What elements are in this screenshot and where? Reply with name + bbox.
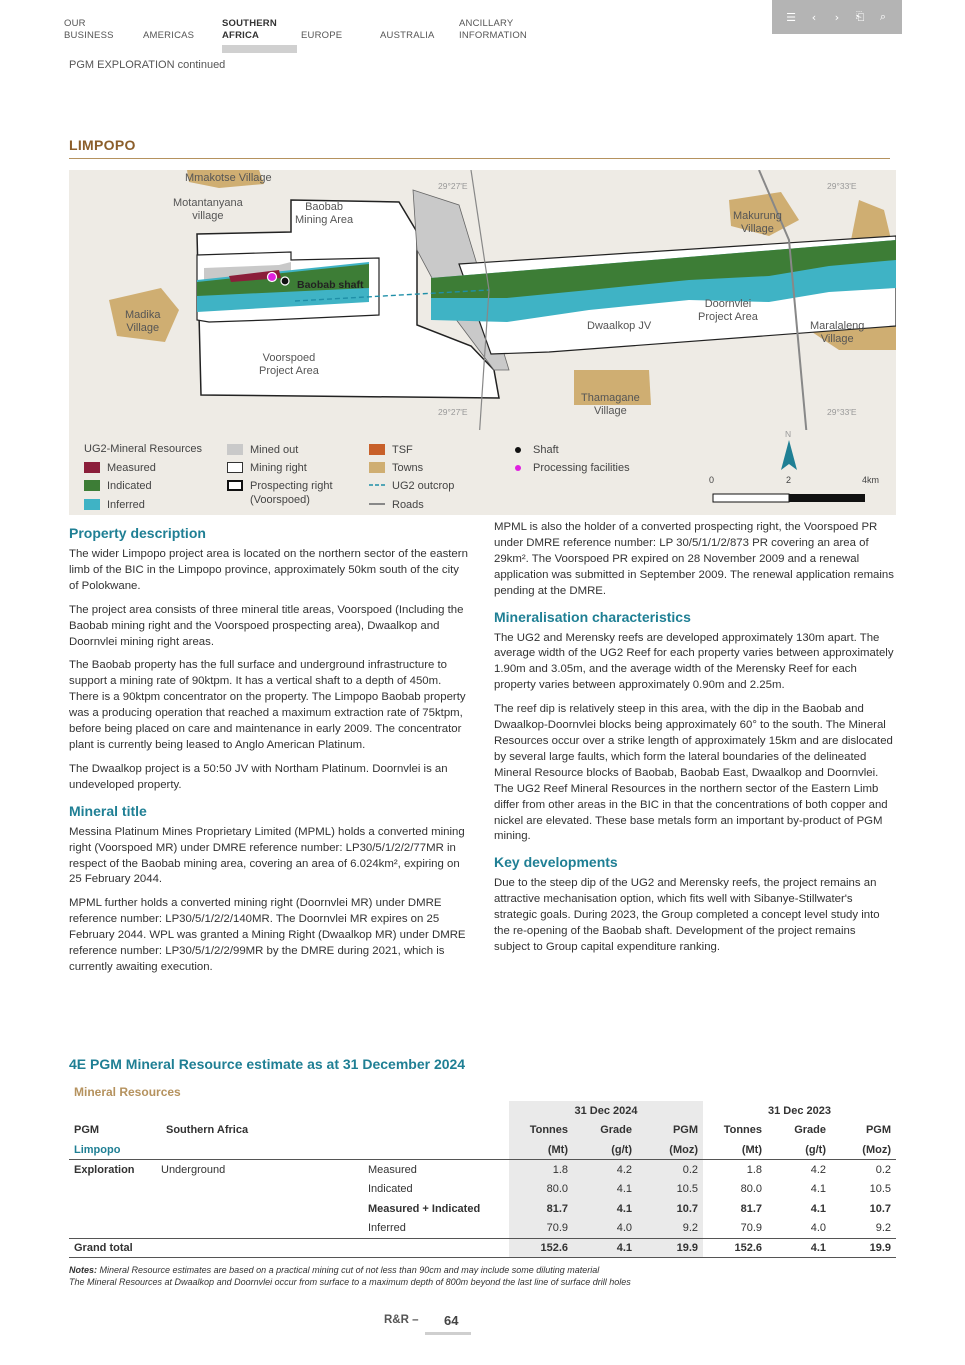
cell: 70.9 [509, 1219, 573, 1239]
search-icon[interactable]: ⌕ [879, 10, 887, 23]
heading-mineral-title: Mineral title [69, 802, 147, 819]
cell: 81.7 [509, 1199, 573, 1219]
legend-measured: Measured [84, 461, 156, 475]
legend-title: UG2-Mineral Resources [84, 443, 202, 455]
table-row [69, 1160, 896, 1180]
col-header-pgm-2024: PGM [637, 1121, 703, 1141]
table-row [69, 1199, 896, 1219]
cell: Measured [368, 1163, 417, 1176]
cell: 10.5 [869, 1183, 891, 1196]
nav-australia[interactable]: AUSTRALIA [380, 30, 435, 41]
table-row-grand-total [69, 1238, 896, 1258]
nav-europe[interactable]: EUROPE [301, 30, 343, 41]
label-doornvlei: Doornvlei Project Area [698, 298, 758, 323]
tsf-swatch [369, 444, 385, 455]
project-map [69, 170, 896, 515]
cell: 4.1 [573, 1238, 637, 1258]
cell: 4.1 [810, 1183, 826, 1196]
table-header-row-units [69, 1140, 896, 1160]
processing-facility-marker [268, 273, 277, 282]
cell: 9.2 [637, 1219, 703, 1239]
cell: 0.2 [875, 1163, 891, 1176]
left-column [69, 520, 469, 984]
paragraph: MPML is also the holder of a converted prospecting right, the Voorspoed PR under DMRE reference number: LP 30/5/1/1/2/873 PR covering an area of 29km². The Voorspoed PR expired on 28 November 2009 and a renewal application was submitted in September 2009. The renewal application remains pending at the DMRE. [494, 521, 894, 597]
cell: 10.5 [637, 1179, 703, 1199]
legend-tsf: TSF [369, 443, 413, 457]
legend-mining-right: Mining right [227, 461, 307, 475]
footer-label: R&R – [384, 1314, 419, 1326]
col-header-tonnes-2024: Tonnes [509, 1121, 573, 1141]
unit-tonnes-2023: (Mt) [703, 1140, 767, 1160]
table-subtitle: Mineral Resources [74, 1085, 181, 1099]
legend-ug2-outcrop: UG2 outcrop [369, 479, 454, 493]
roads-swatch [369, 498, 385, 509]
scale-4km: 4km [862, 475, 880, 485]
toolbar [772, 0, 902, 34]
col-header-grade-2023: Grade [794, 1124, 826, 1137]
menu-icon[interactable]: ☰ [786, 10, 796, 24]
cell: 81.7 [740, 1202, 762, 1215]
cell: 80.0 [509, 1179, 573, 1199]
paragraph: The UG2 and Merensky reefs are developed approximately 130m apart. The average width of the UG2 Reef for each property varies between approximately 1.90m and 3.05m, and the average width of the Merensky Reef for each property varies between approximately 0.90m and 2.25m. [494, 631, 894, 692]
cell: Exploration [74, 1163, 135, 1176]
scale-bar-white [713, 494, 789, 502]
label-thamagane: Thamagane Village [581, 392, 640, 417]
table-title: 4E PGM Mineral Resource estimate as at 31 December 2024 [69, 1056, 466, 1072]
cell: 4.1 [810, 1202, 826, 1215]
coord-33e-top: 29°33'E [827, 181, 857, 191]
legend-processing: Processing facilities [510, 461, 630, 475]
label-dwaalkop: Dwaalkop JV [587, 320, 652, 332]
nav-ancillary-information[interactable]: ANCILLARY INFORMATION [459, 18, 527, 41]
section-label: PGM EXPLORATION continued [69, 59, 226, 71]
page-title: LIMPOPO [69, 137, 136, 153]
paragraph: Due to the steep dip of the UG2 and Merensky reefs, the project remains an attractive mechanisation option, which fits well with Sibanye-Stillwater's strategic goals. During 2023, the Group completed a concept level study into the re-opening of the Baobab shaft. Development of the project remains subject to Group capital expenditure ranking. [494, 877, 880, 953]
nav-americas[interactable]: AMERICAS [143, 30, 195, 41]
legend-mined-out: Mined out [227, 443, 298, 457]
nav-our-business[interactable]: OUR BUSINESS [64, 18, 114, 41]
unit-grade-2023: (g/t) [767, 1140, 831, 1160]
table-notes: Notes: Mineral Resource estimates are based on a practical mining cut of not less than 90cm and may include some diluting material The Mineral Resources at Dwaalkop and Doornvlei occur from surface to a maximum depth of 800m beyond the last line of surface drill holes [69, 1265, 631, 1287]
cell: 152.6 [703, 1238, 767, 1258]
label-motantanyana: Motantanyana village [173, 197, 243, 222]
processing-dot [515, 465, 521, 471]
paragraph: The reef dip is relatively steep in this area, with the dip in the Baobab and Dwaalkop-Doornvlei blocks being approximately 60° to the south. The Mineral Resources occur over a strike length of approximately 15km and are dislocated by several large faults, which form the lateral boundaries of the delineated Mineral Resource blocks of Baobab, Baobab East, Dwaalkop and Doornvlei. The UG2 Reef Mineral Resources in the northern sector of the Eastern Limb differ from other areas in the BIC in that the concentrations of both copper and nickel are elevated. These base metals form an important by-product of PGM mining. [494, 703, 893, 843]
label-makurung: Makurung Village [733, 210, 782, 235]
heading-divider [69, 158, 890, 159]
coord-27e-top: 29°27'E [438, 181, 468, 191]
heading-key-developments: Key developments [494, 854, 618, 871]
sub-region-label: Limpopo [69, 1140, 509, 1160]
active-nav-indicator [222, 45, 297, 53]
right-column [494, 520, 894, 964]
cell: 4.2 [573, 1160, 637, 1180]
label-baobab-shaft: Baobab shaft [297, 279, 364, 291]
cell: 152.6 [509, 1238, 573, 1258]
cell: 19.9 [637, 1238, 703, 1258]
paragraph: MPML further holds a converted mining right (Doornvlei MR) under DMRE reference number: LP30/5/1/2/2/140MR. The Doornvlei MR expires on 25 February 2044. WPL was granted a Mining Right (Dwaalkop MR) under DMRE reference number: LP30/5/1/2/2/99MR by the DMRE during 2021, which is currently awaiting execution. [69, 897, 466, 973]
legend-inferred: Inferred [84, 498, 145, 512]
paragraph: The Dwaalkop project is a 50:50 JV with Northam Platinum. Doornvlei is an undeveloped property. [69, 762, 448, 791]
scale-bar-black [789, 494, 865, 502]
period-2024: 31 Dec 2024 [509, 1101, 703, 1121]
mineral-resource-table [69, 1101, 896, 1258]
cell: 80.0 [740, 1183, 762, 1196]
cell: 0.2 [637, 1160, 703, 1180]
unit-pgm-2023: (Moz) [831, 1140, 896, 1160]
col-header-pgm: PGM [74, 1124, 100, 1137]
coord-27e-bottom: 29°27'E [438, 407, 468, 417]
scale-2: 2 [786, 475, 792, 485]
col-header-pgm-2023: PGM [865, 1124, 891, 1137]
inferred-swatch [84, 499, 100, 510]
col-header-grade-2024: Grade [573, 1121, 637, 1141]
cell: 1.8 [509, 1160, 573, 1180]
label-mmakotse: Mmakotse Village [185, 172, 272, 184]
legend-shaft: Shaft [510, 443, 559, 457]
paragraph: The project area consists of three mineral title areas, Voorspoed (Including the Baobab mining right and the Voorspoed prospecting area), Dwaalkop and Doornvlei mining right areas. [69, 603, 464, 648]
cell: 4.1 [767, 1238, 831, 1258]
heading-mineralisation: Mineralisation characteristics [494, 608, 691, 625]
indicated-swatch [84, 480, 100, 491]
table-header-row-period [69, 1101, 896, 1121]
legend-prospecting-right: Prospecting right (Voorspoed) [227, 479, 333, 507]
measured-swatch [84, 462, 100, 473]
col-header-region: Southern Africa [166, 1124, 249, 1137]
scale-0: 0 [709, 475, 715, 485]
page-number: 64 [444, 1313, 459, 1328]
cell: 4.1 [573, 1199, 637, 1219]
cell: Grand total [69, 1238, 509, 1258]
paragraph: Messina Platinum Mines Proprietary Limited (MPML) holds a converted mining right (Voorspoed MR) under DMRE reference number: LP30/5/1/2/2/77MR in respect of the Baobab mining area, covering an area of 6.024km², expiring on 25 February 2044. [69, 825, 465, 886]
cell: Measured + Indicated [368, 1202, 481, 1215]
paragraph: The wider Limpopo project area is located on the northern sector of the eastern limb of the BIC in the Limpopo province, approximately 50km south of the city of Polokwane. [69, 548, 468, 592]
legend-indicated: Indicated [84, 479, 152, 493]
cell: Underground [161, 1163, 226, 1176]
cell: 4.0 [810, 1222, 826, 1235]
ug2-outcrop-swatch [369, 479, 385, 490]
cell: Indicated [368, 1183, 413, 1196]
chevron-left-icon[interactable]: ‹ [811, 10, 817, 24]
top-navigation [64, 18, 604, 54]
cell: 9.2 [875, 1222, 891, 1235]
back-page-icon[interactable]: ⎗ [855, 10, 865, 23]
unit-grade-2024: (g/t) [573, 1140, 637, 1160]
shaft-marker [281, 277, 289, 285]
cell: 1.8 [746, 1163, 762, 1176]
label-madika: Madika Village [125, 309, 161, 334]
prospecting-right-swatch [227, 480, 243, 491]
unit-tonnes-2024: (Mt) [509, 1140, 573, 1160]
cell: 19.9 [831, 1238, 896, 1258]
label-maralaleng: Maralaleng Village [810, 320, 865, 345]
cell: 10.7 [869, 1202, 891, 1215]
table-row [69, 1179, 896, 1199]
label-baobab-area: Baobab Mining Area [295, 201, 354, 226]
chevron-right-icon[interactable]: › [834, 10, 840, 24]
cell: 70.9 [740, 1222, 762, 1235]
cell: Inferred [368, 1222, 406, 1235]
paragraph: The Baobab property has the full surface and underground infrastructure to support a mining rate of 90ktpm. It has a vertical shaft to a depth of 450m. There is a 90ktpm concentrator on the property. The Limpopo Baobab property was a producing operation that reached a maximum extraction rate of 75ktpm, before being placed on care and maintenance in early 2009. The concentrator plant is currently being leased to Anglo American Platinum. [69, 659, 466, 751]
table-header-row-cols [69, 1121, 896, 1141]
legend-towns: Towns [369, 461, 423, 475]
legend-roads: Roads [369, 498, 424, 512]
label-voorspoed: Voorspoed Project Area [259, 352, 319, 377]
heading-property-description: Property description [69, 525, 206, 541]
north-label: N [785, 429, 792, 439]
page-number-underline [425, 1332, 471, 1335]
period-2023: 31 Dec 2023 [768, 1104, 831, 1117]
unit-pgm-2024: (Moz) [637, 1140, 703, 1160]
cell: 4.1 [573, 1179, 637, 1199]
mining-right-swatch [227, 462, 243, 473]
cell: 10.7 [637, 1199, 703, 1219]
cell: 4.2 [810, 1163, 826, 1176]
nav-southern-africa[interactable]: SOUTHERN AFRICA [222, 18, 277, 41]
table-row [69, 1219, 896, 1239]
mined-out-swatch [227, 444, 243, 455]
shaft-dot [515, 447, 521, 453]
col-header-tonnes-2023: Tonnes [723, 1124, 762, 1137]
cell: 4.0 [573, 1219, 637, 1239]
coord-33e-bottom: 29°33'E [827, 407, 857, 417]
towns-swatch [369, 462, 385, 473]
